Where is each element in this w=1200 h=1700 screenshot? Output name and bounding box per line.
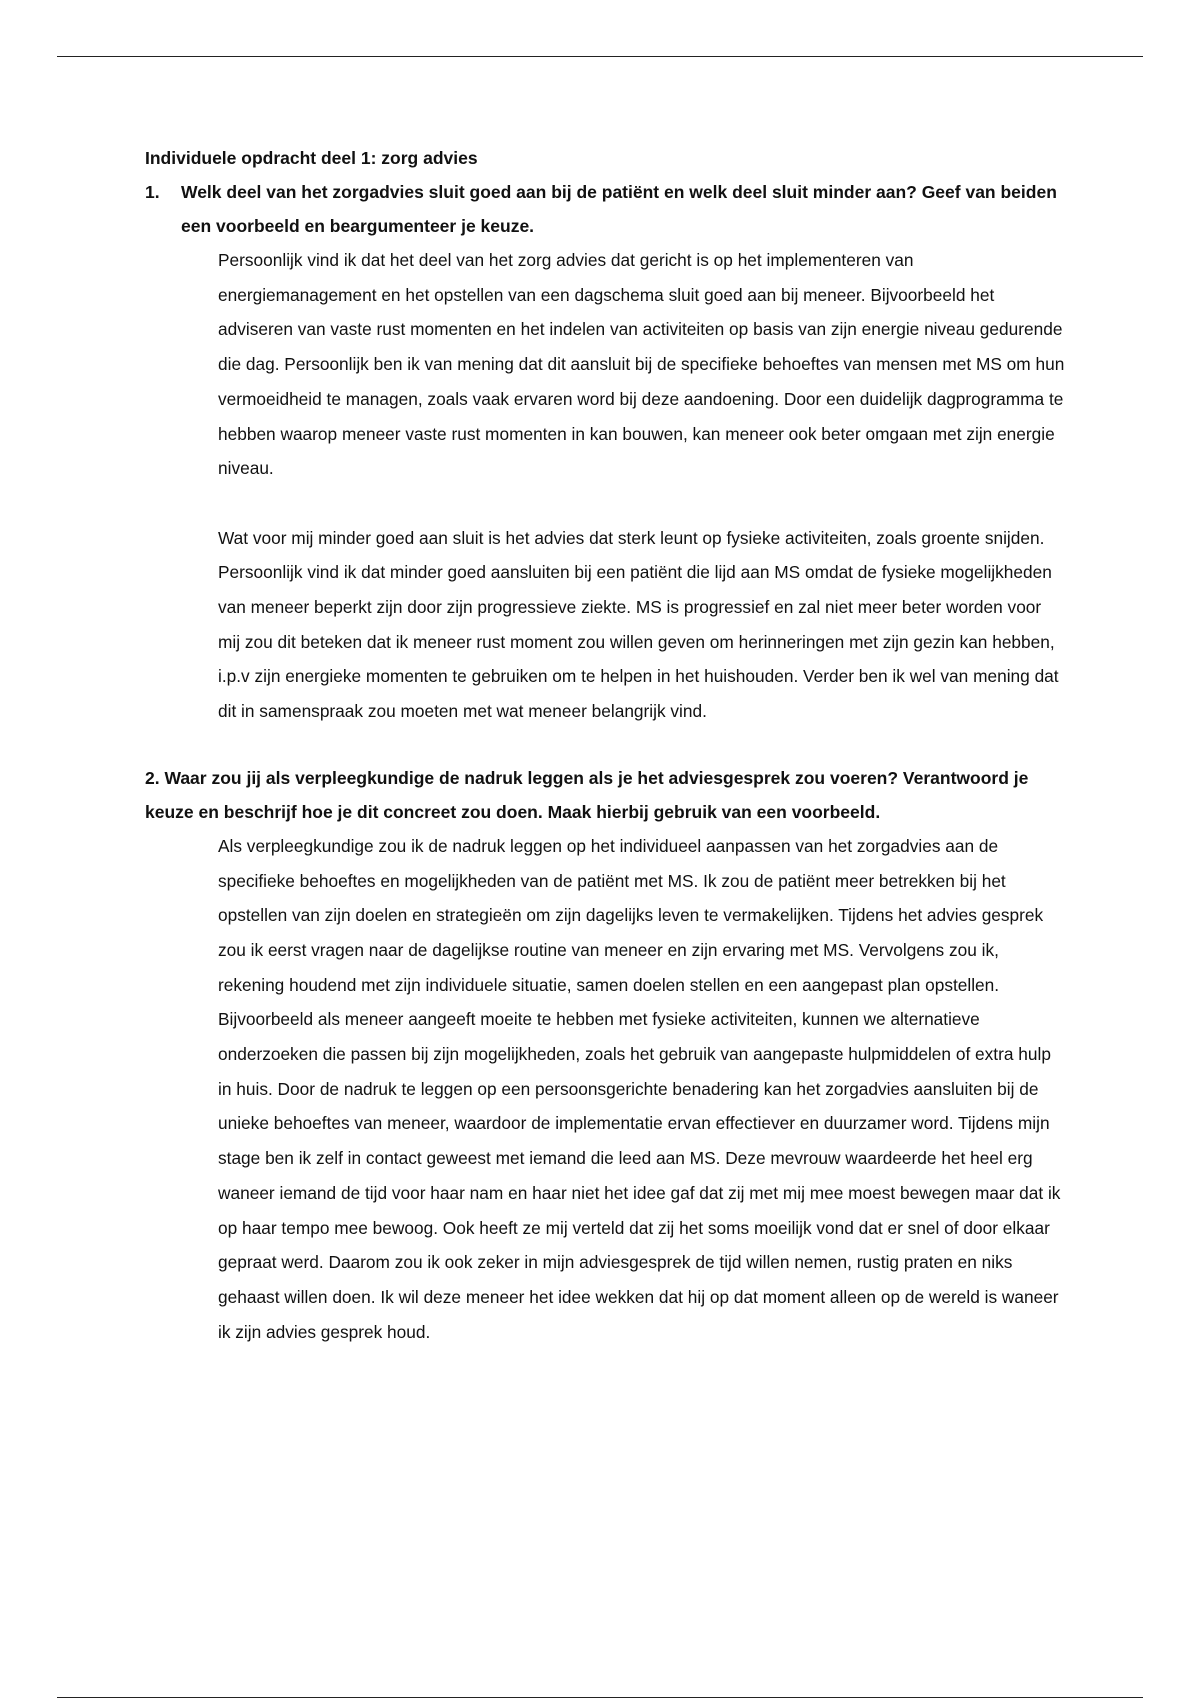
bottom-rule	[57, 1697, 1143, 1698]
document-body	[145, 145, 1065, 1349]
answer-2-paragraph-1: Als verpleegkundige zou ik de nadruk leggen op het individueel aanpassen van het zorgadvies aan de specifieke behoeftes en mogelijkheden van de patiënt met MS. Ik zou de patiënt meer betrekken bij het opstellen van zijn doelen en strategieën om zijn dagelijks leven te vermakelijken. Tijdens het advies gesprek zou ik eerst vragen naar de dagelijkse routine van meneer en zijn ervaring met MS. Vervolgens zou ik, rekening houdend met zijn individuele situatie, samen doelen stellen en een aangepast plan opstellen. Bijvoorbeeld als meneer aangeeft moeite te hebben met fysieke activiteiten, kunnen we alternatieve onderzoeken die passen bij zijn mogelijkheden, zoals het gebruik van aangepaste hulpmiddelen of extra hulp in huis. Door de nadruk te leggen op een persoonsgerichte benadering kan het zorgadvies aansluiten bij de unieke behoeftes van meneer, waardoor de implementatie ervan effectiever en duurzamer word. Tijdens mijn stage ben ik zelf in contact geweest met iemand die leed aan MS. Deze mevrouw waardeerde het heel erg waneer iemand de tijd voor haar nam en haar niet het idee gaf dat zij met mij mee moest bewegen maar dat ik op haar tempo mee bewoog. Ook heeft ze mij verteld dat zij het soms moeilijk vond dat er snel of door elkaar gepraat werd. Daarom zou ik ook zeker in mijn adviesgesprek de tijd willen nemen, rustig praten en niks gehaast willen doen. Ik wil deze meneer het idee wekken dat hij op dat moment alleen op de wereld is waneer ik zijn advies gesprek houd.	[218, 835, 1061, 1342]
question-2: 2. Waar zou jij als verpleegkundige de nadruk leggen als je het adviesgesprek zou voeren? Verantwoord je keuze en beschrijf hoe je dit concreet zou doen. Maak hierbij gebruik van een voorbeeld.	[145, 767, 1029, 822]
top-rule	[57, 56, 1143, 57]
answer-1	[218, 243, 1068, 729]
answer-2	[218, 829, 1068, 1350]
question-1-text: Welk deel van het zorgadvies sluit goed aan bij de patiënt en welk deel sluit minder aan? Geef van beiden een voorbeeld en beargumenteer je keuze.	[181, 182, 1057, 236]
answer-1-paragraph-2: Wat voor mij minder goed aan sluit is het advies dat sterk leunt op fysieke activiteiten, zoals groente snijden. Persoonlijk vind ik dat minder goed aansluiten bij een patiënt die lijd aan MS omdat de fysieke mogelijkheden van meneer beperkt zijn door zijn progressieve ziekte. MS is progressief en zal niet meer beter worden voor mij zou dit beteken dat ik meneer rust moment zou willen geven om herinneringen met zijn gezin kan hebben, i.p.v zijn energieke momenten te gebruiken om te helpen in het huishouden. Verder ben ik wel van mening dat dit in samenspraak zou moeten met wat meneer belangrijk vind.	[218, 527, 1059, 722]
question-1	[145, 175, 1065, 243]
answer-1-paragraph-1: Persoonlijk vind ik dat het deel van het zorg advies dat gericht is op het implementeren van energiemanagement en het opstellen van een dagschema sluit goed aan bij meneer. Bijvoorbeeld het adviseren van vaste rust momenten en het indelen van activiteiten op basis van zijn energie niveau gedurende die dag. Persoonlijk ben ik van mening dat dit aansluit bij de specifieke behoeftes van mensen met MS om hun vermoeidheid te managen, zoals vaak ervaren word bij deze aandoening. Door een duidelijk dagprogramma te hebben waarop meneer vaste rust momenten in kan bouwen, kan meneer ook beter omgaan met zijn energie niveau.	[218, 250, 1065, 479]
question-1-number: 1.	[145, 182, 160, 202]
document-title: Individuele opdracht deel 1: zorg advies	[145, 148, 478, 168]
